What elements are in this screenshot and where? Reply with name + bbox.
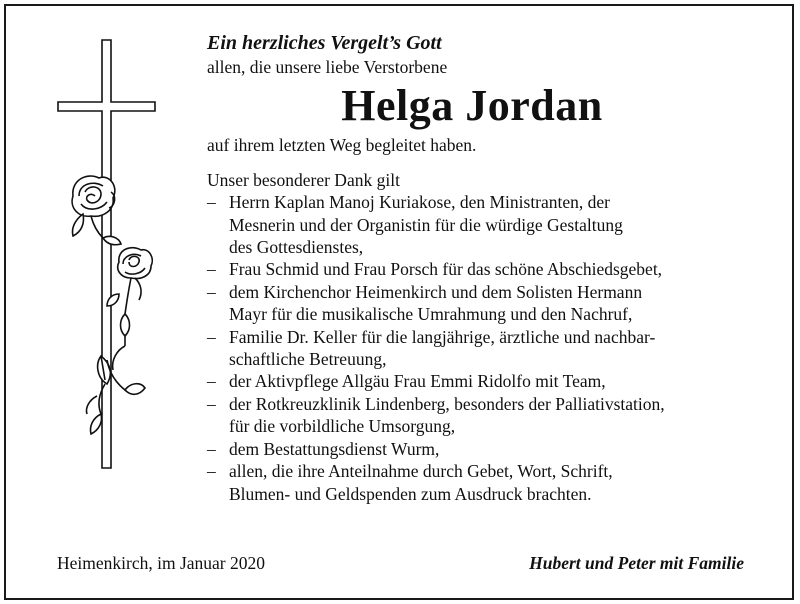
list-item-line: Blumen- und Geldspenden zum Ausdruck brachten. <box>229 483 592 504</box>
dash-marker: – <box>207 393 216 414</box>
dash-marker: – <box>207 259 216 280</box>
after-name-line: auf ihrem letzten Weg begleitet haben. <box>207 135 477 156</box>
list-item-line: schaftliche Betreuung, <box>229 349 387 370</box>
list-item-line: dem Kirchenchor Heimenkirch und dem Solisten Hermann <box>229 281 643 302</box>
list-item-line: Herrn Kaplan Manoj Kuriakose, den Ministranten, der <box>229 192 611 213</box>
list-item-line: Mayr für die musikalische Umrahmung und den Nachruf, <box>229 304 633 325</box>
list-item-line: Familie Dr. Keller für die langjährige, ärztliche und nachbar- <box>229 326 656 347</box>
list-item <box>207 460 767 505</box>
place-date: Heimenkirch, im Januar 2020 <box>57 553 266 573</box>
list-item <box>207 258 767 280</box>
list-item <box>207 326 767 371</box>
dash-marker: – <box>207 192 216 213</box>
list-item <box>207 281 767 326</box>
dash-marker: – <box>207 438 216 459</box>
gratitude-heading: Ein herzliches Vergelt’s Gott <box>207 32 442 54</box>
notice-text <box>207 30 767 505</box>
cross-with-roses-icon <box>55 38 165 470</box>
dash-marker: – <box>207 326 216 347</box>
intro-line: allen, die unsere liebe Verstorbene <box>207 57 448 77</box>
deceased-name: Helga Jordan <box>341 81 603 131</box>
signature: Hubert und Peter mit Familie <box>529 553 744 573</box>
list-item-line: des Gottesdienstes, <box>229 237 364 258</box>
dash-marker: – <box>207 281 216 302</box>
list-item-line: der Aktivpflege Allgäu Frau Emmi Ridolfo mit Team, <box>229 371 606 392</box>
list-item-line: der Rotkreuzklinik Lindenberg, besonders der Palliativstation, <box>229 393 665 414</box>
list-item <box>207 393 767 438</box>
list-item-line: Frau Schmid und Frau Porsch für das schöne Abschiedsgebet, <box>229 259 663 280</box>
thanks-list <box>207 191 767 505</box>
thanks-heading: Unser besonderer Dank gilt <box>207 169 400 190</box>
dash-marker: – <box>207 461 216 482</box>
list-item <box>207 438 767 460</box>
list-item-line: allen, die ihre Anteilnahme durch Gebet, Wort, Schrift, <box>229 461 613 482</box>
list-item-line: Mesnerin und der Organistin für die würdige Gestaltung <box>229 214 623 235</box>
list-item <box>207 370 767 392</box>
list-item-line: für die vorbildliche Umsorgung, <box>229 416 456 437</box>
list-item-line: dem Bestattungsdienst Wurm, <box>229 438 440 459</box>
dash-marker: – <box>207 371 216 392</box>
list-item <box>207 191 767 258</box>
